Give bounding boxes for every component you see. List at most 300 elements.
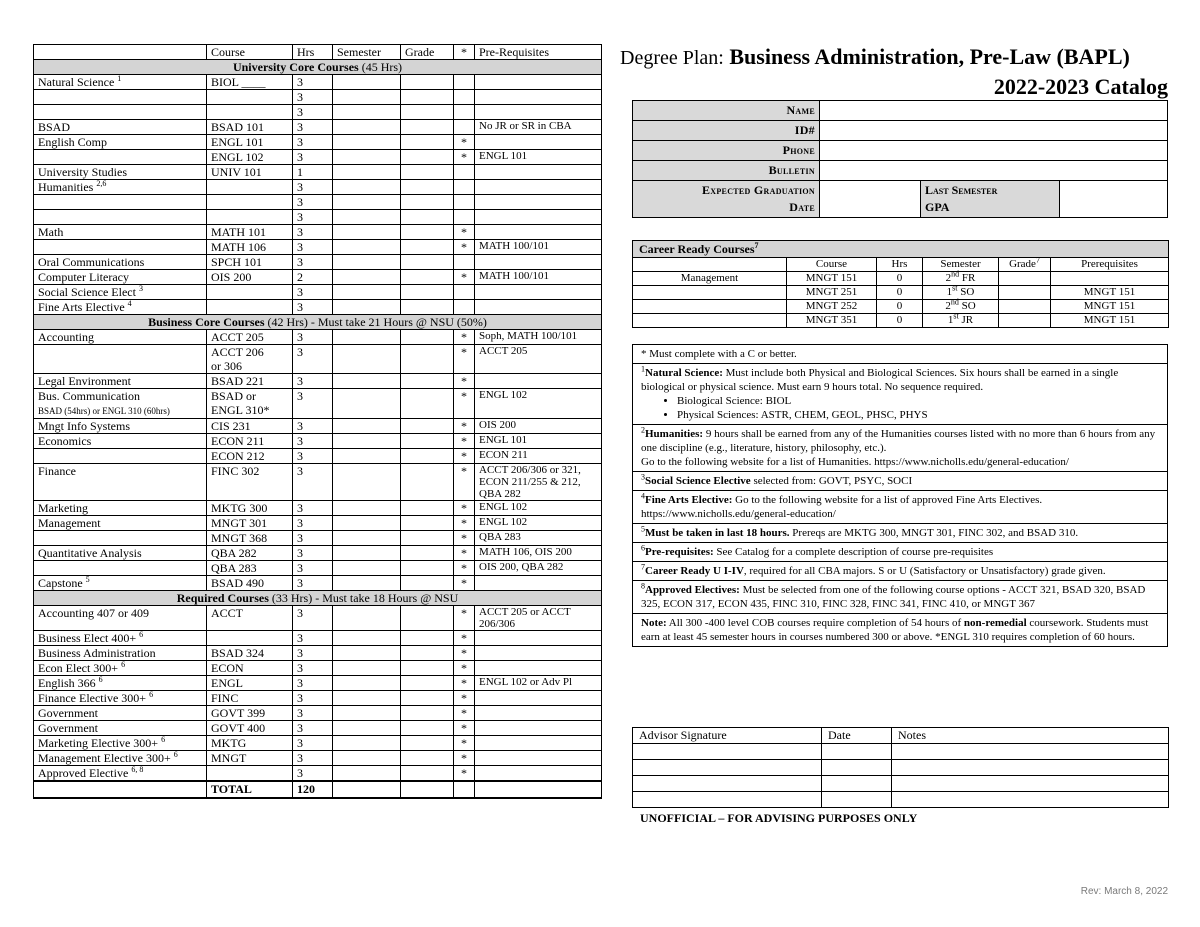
c-or-better-mark: * xyxy=(454,531,475,546)
course-hours: 3 xyxy=(293,631,333,646)
note-approved-electives: $^8$Approved Electives: Must be selected from one of the following course options - ACCT 321, BSAD 320, BSAD 325, ECON 317, ECON 435, FINC 310, FINC 328, FINC 341, FINC 410, or MNGT 367 xyxy=(633,581,1167,614)
course-row xyxy=(34,300,602,315)
semester-cell[interactable] xyxy=(333,706,401,721)
course-prereq xyxy=(475,165,602,180)
grade-cell[interactable] xyxy=(401,195,454,210)
course-hours: 3 xyxy=(293,195,333,210)
course-row xyxy=(34,531,602,546)
course-hours: 3 xyxy=(293,75,333,90)
c-or-better-mark: * xyxy=(454,546,475,561)
semester-cell[interactable] xyxy=(333,150,401,165)
course-hours: 3 xyxy=(293,531,333,546)
course-prereq xyxy=(475,210,602,225)
section-required xyxy=(34,591,602,606)
career-title-row: Career Ready Courses$^7$ xyxy=(633,241,1169,258)
last-semester-gpa-field[interactable] xyxy=(1060,181,1168,218)
career-hours: 0 xyxy=(877,300,923,314)
grade-cell[interactable] xyxy=(401,531,454,546)
c-or-better-mark: * xyxy=(454,449,475,464)
section-business xyxy=(34,315,602,330)
course-code xyxy=(207,300,293,315)
course-area: Business Administration xyxy=(34,646,207,661)
student-info-table xyxy=(632,100,1168,218)
course-area: Math xyxy=(34,225,207,240)
course-prereq: Soph, MATH 100/101 xyxy=(475,330,602,345)
course-area: BSAD xyxy=(34,120,207,135)
semester-cell[interactable] xyxy=(333,646,401,661)
career-prereq: MNGT 151 xyxy=(1051,300,1169,314)
course-row xyxy=(34,721,602,736)
section-business-title: Business Core Courses xyxy=(148,315,265,329)
course-code: QBA 282 xyxy=(207,546,293,561)
advisor-date-header: Date xyxy=(822,728,892,744)
course-code xyxy=(207,766,293,782)
grade-cell[interactable] xyxy=(401,374,454,389)
course-hours: 3 xyxy=(293,225,333,240)
course-prereq xyxy=(475,180,602,195)
advisor-notes-header: Notes xyxy=(892,728,1169,744)
course-prereq xyxy=(475,631,602,646)
semester-cell[interactable] xyxy=(333,531,401,546)
course-hours: 3 xyxy=(293,345,333,374)
course-row xyxy=(34,751,602,766)
semester-cell[interactable] xyxy=(333,374,401,389)
c-or-better-mark: * xyxy=(454,345,475,374)
course-prereq: ECON 211 xyxy=(475,449,602,464)
semester-cell[interactable] xyxy=(333,90,401,105)
grade-cell[interactable] xyxy=(401,706,454,721)
course-hours: 3 xyxy=(293,240,333,255)
course-hours: 3 xyxy=(293,135,333,150)
grade-cell[interactable] xyxy=(401,751,454,766)
grade-cell[interactable] xyxy=(401,300,454,315)
grade-cell[interactable] xyxy=(401,120,454,135)
grade-cell[interactable] xyxy=(401,240,454,255)
catalog-year: 2022-2023 Catalog xyxy=(993,74,1168,99)
advisor-notes-cell[interactable] xyxy=(892,760,1169,776)
semester-cell[interactable] xyxy=(333,434,401,449)
grade-cell[interactable] xyxy=(401,464,454,501)
section-required-title: Required Courses xyxy=(176,591,269,605)
semester-cell[interactable] xyxy=(333,606,401,631)
course-prereq: ENGL 101 xyxy=(475,150,602,165)
course-area: Mngt Info Systems xyxy=(34,419,207,434)
grade-cell[interactable] xyxy=(401,135,454,150)
course-row xyxy=(34,676,602,691)
grade-cell[interactable] xyxy=(401,646,454,661)
semester-cell[interactable] xyxy=(333,285,401,300)
grade-cell[interactable] xyxy=(401,180,454,195)
course-area: Finance xyxy=(34,464,207,501)
footnotes-box xyxy=(632,344,1168,647)
c-or-better-mark: * xyxy=(454,736,475,751)
advisor-date-cell[interactable] xyxy=(822,792,892,808)
advisor-signature-cell[interactable] xyxy=(633,744,822,760)
semester-cell[interactable] xyxy=(333,546,401,561)
section-core-title: University Core Courses xyxy=(232,60,359,74)
course-row xyxy=(34,434,602,449)
c-or-better-mark xyxy=(454,90,475,105)
phone-field[interactable] xyxy=(820,141,1168,161)
course-hours: 2 xyxy=(293,270,333,285)
course-area: Capstone $^5$ xyxy=(34,576,207,591)
semester-cell[interactable] xyxy=(333,389,401,419)
course-row xyxy=(34,374,602,389)
course-prereq: QBA 283 xyxy=(475,531,602,546)
course-code: ACCT xyxy=(207,606,293,631)
semester-cell[interactable] xyxy=(333,561,401,576)
fine-arts-link[interactable]: Go to the following website for a list of approved Fine Arts Electives. https://www.nicholls.edu/general-education/ xyxy=(641,494,1043,520)
grade-cell[interactable] xyxy=(401,576,454,591)
grade-cell[interactable] xyxy=(401,691,454,706)
advisor-date-cell[interactable] xyxy=(822,760,892,776)
advisor-signature-cell[interactable] xyxy=(633,792,822,808)
course-hours: 3 xyxy=(293,449,333,464)
course-prereq xyxy=(475,105,602,120)
semester-cell[interactable] xyxy=(333,501,401,516)
course-row xyxy=(34,691,602,706)
business-body xyxy=(34,330,602,591)
semester-cell[interactable] xyxy=(333,120,401,135)
c-or-better-mark xyxy=(454,285,475,300)
course-row xyxy=(34,661,602,676)
course-prereq: ENGL 102 xyxy=(475,501,602,516)
course-area: Business Elect 400+ $^6$ xyxy=(34,631,207,646)
course-prereq: MATH 106, OIS 200 xyxy=(475,546,602,561)
career-grade-cell[interactable] xyxy=(999,314,1051,328)
grade-cell[interactable] xyxy=(401,419,454,434)
grade-cell[interactable] xyxy=(401,721,454,736)
course-code: MNGT xyxy=(207,751,293,766)
course-area xyxy=(34,240,207,255)
course-code: BSAD 324 xyxy=(207,646,293,661)
course-area xyxy=(34,449,207,464)
semester-cell[interactable] xyxy=(333,135,401,150)
course-code: ACCT 206 or 306 xyxy=(207,345,293,374)
semester-cell[interactable] xyxy=(333,225,401,240)
header-semester: Semester xyxy=(333,45,401,60)
bulletin-field[interactable] xyxy=(820,161,1168,181)
c-or-better-mark: * xyxy=(454,646,475,661)
course-hours: 3 xyxy=(293,434,333,449)
grade-cell[interactable] xyxy=(401,75,454,90)
semester-cell[interactable] xyxy=(333,255,401,270)
grade-cell[interactable] xyxy=(401,105,454,120)
semester-cell[interactable] xyxy=(333,464,401,501)
course-prereq: OIS 200, QBA 282 xyxy=(475,561,602,576)
course-row xyxy=(34,90,602,105)
c-or-better-mark xyxy=(454,180,475,195)
grade-cell[interactable] xyxy=(401,225,454,240)
course-row xyxy=(34,255,602,270)
grade-cell[interactable] xyxy=(401,449,454,464)
course-code xyxy=(207,195,293,210)
note-bio-bullet: • Biological Science: BIOL xyxy=(677,394,1159,408)
semester-cell[interactable] xyxy=(333,240,401,255)
course-hours: 3 xyxy=(293,516,333,531)
note-last-18-hours: $^5$Must be taken in last 18 hours. Prereqs are MKTG 300, MNGT 301, FINC 302, and BSAD 310. xyxy=(633,524,1167,543)
career-area xyxy=(633,300,787,314)
course-row xyxy=(34,706,602,721)
grade-cell[interactable] xyxy=(401,661,454,676)
advisor-notes-cell[interactable] xyxy=(892,776,1169,792)
semester-cell[interactable] xyxy=(333,210,401,225)
career-semester: 1st SO xyxy=(923,286,999,300)
course-code: ECON 211 xyxy=(207,434,293,449)
course-row xyxy=(34,270,602,285)
semester-cell[interactable] xyxy=(333,270,401,285)
career-prereq: MNGT 151 xyxy=(1051,314,1169,328)
advisor-signature-cell[interactable] xyxy=(633,760,822,776)
semester-cell[interactable] xyxy=(333,449,401,464)
header-prereq: Pre-Requisites xyxy=(475,45,602,60)
semester-cell[interactable] xyxy=(333,661,401,676)
course-row xyxy=(34,766,602,782)
advisor-date-cell[interactable] xyxy=(822,744,892,760)
grade-cell[interactable] xyxy=(401,270,454,285)
course-area: Government xyxy=(34,706,207,721)
course-prereq: MATH 100/101 xyxy=(475,240,602,255)
course-code: ENGL xyxy=(207,676,293,691)
course-hours: 3 xyxy=(293,721,333,736)
c-or-better-mark xyxy=(454,165,475,180)
semester-cell[interactable] xyxy=(333,419,401,434)
course-prereq xyxy=(475,721,602,736)
semester-cell[interactable] xyxy=(333,180,401,195)
grade-cell[interactable] xyxy=(401,546,454,561)
course-code: ENGL 101 xyxy=(207,135,293,150)
semester-cell[interactable] xyxy=(333,691,401,706)
course-row xyxy=(34,736,602,751)
header-star: * xyxy=(454,45,475,60)
grade-cell[interactable] xyxy=(401,606,454,631)
course-code: BSAD 101 xyxy=(207,120,293,135)
advisor-row xyxy=(633,776,1169,792)
required-body xyxy=(34,606,602,782)
course-hours: 3 xyxy=(293,576,333,591)
career-header-row xyxy=(633,258,1169,272)
course-prereq xyxy=(475,576,602,591)
id-field[interactable] xyxy=(820,121,1168,141)
semester-cell[interactable] xyxy=(333,576,401,591)
course-code: GOVT 400 xyxy=(207,721,293,736)
semester-cell[interactable] xyxy=(333,300,401,315)
career-grade-cell[interactable] xyxy=(999,286,1051,300)
career-semester: 2nd SO xyxy=(923,300,999,314)
grade-cell[interactable] xyxy=(401,676,454,691)
course-area: Marketing xyxy=(34,501,207,516)
semester-cell[interactable] xyxy=(333,105,401,120)
course-hours: 3 xyxy=(293,646,333,661)
advisor-date-cell[interactable] xyxy=(822,776,892,792)
career-header-semester: Semester xyxy=(923,258,999,272)
semester-cell[interactable] xyxy=(333,721,401,736)
course-row xyxy=(34,389,602,419)
semester-cell[interactable] xyxy=(333,676,401,691)
course-code xyxy=(207,105,293,120)
career-title: Career Ready Courses xyxy=(639,241,755,256)
revision-date: Rev: March 8, 2022 xyxy=(1080,886,1168,897)
grade-cell[interactable] xyxy=(401,285,454,300)
c-or-better-mark: * xyxy=(454,766,475,782)
header-area xyxy=(34,45,207,60)
grade-cell[interactable] xyxy=(401,736,454,751)
course-area: Management xyxy=(34,516,207,531)
course-prereq xyxy=(475,374,602,389)
section-business-note: - Must take 21 Hours @ NSU (50%) xyxy=(310,315,487,329)
course-hours: 3 xyxy=(293,751,333,766)
grade-cell[interactable] xyxy=(401,766,454,782)
course-prereq xyxy=(475,646,602,661)
course-code: ECON xyxy=(207,661,293,676)
note-star: * Must complete with a C or better. xyxy=(633,345,1167,364)
course-prereq: ENGL 102 xyxy=(475,389,602,419)
course-area xyxy=(34,90,207,105)
semester-cell[interactable] xyxy=(333,330,401,345)
course-code xyxy=(207,180,293,195)
grade-cell[interactable] xyxy=(401,255,454,270)
grade-cell[interactable] xyxy=(401,501,454,516)
bulletin-label: Bulletin xyxy=(633,161,820,181)
course-hours: 3 xyxy=(293,766,333,782)
course-code: BIOL ____ xyxy=(207,75,293,90)
course-table-header xyxy=(34,45,602,60)
course-row xyxy=(34,501,602,516)
career-course: MNGT 251 xyxy=(787,286,877,300)
course-hours: 3 xyxy=(293,676,333,691)
phone-label: Phone xyxy=(633,141,820,161)
grade-cell[interactable] xyxy=(401,330,454,345)
semester-cell[interactable] xyxy=(333,75,401,90)
semester-cell[interactable] xyxy=(333,345,401,374)
unofficial-disclaimer: UNOFFICIAL – FOR ADVISING PURPOSES ONLY xyxy=(640,811,918,825)
course-area xyxy=(34,210,207,225)
course-prereq xyxy=(475,736,602,751)
course-prereq xyxy=(475,195,602,210)
course-hours: 3 xyxy=(293,419,333,434)
course-prereq xyxy=(475,75,602,90)
grade-cell[interactable] xyxy=(401,434,454,449)
career-header-grade: Grade$^7$ xyxy=(999,258,1051,272)
advisor-row xyxy=(633,760,1169,776)
humanities-link[interactable]: Go to the following website for a list of Humanities. https://www.nicholls.edu/general-education/ xyxy=(641,456,1069,468)
course-area: English Comp xyxy=(34,135,207,150)
course-prereq xyxy=(475,285,602,300)
c-or-better-mark: * xyxy=(454,240,475,255)
grade-cell[interactable] xyxy=(401,210,454,225)
semester-cell[interactable] xyxy=(333,631,401,646)
course-area xyxy=(34,345,207,374)
semester-cell[interactable] xyxy=(333,736,401,751)
course-hours: 3 xyxy=(293,706,333,721)
course-prereq xyxy=(475,255,602,270)
c-or-better-mark: * xyxy=(454,631,475,646)
advisor-signature-cell[interactable] xyxy=(633,776,822,792)
course-row xyxy=(34,240,602,255)
career-course: MNGT 351 xyxy=(787,314,877,328)
career-grade-cell[interactable] xyxy=(999,300,1051,314)
course-row xyxy=(34,165,602,180)
course-code: BSAD 490 xyxy=(207,576,293,591)
course-prereq xyxy=(475,90,602,105)
course-prereq: MATH 100/101 xyxy=(475,270,602,285)
course-code: MNGT 301 xyxy=(207,516,293,531)
grade-cell[interactable] xyxy=(401,561,454,576)
grade-cell[interactable] xyxy=(401,631,454,646)
career-row xyxy=(633,286,1169,300)
grade-cell[interactable] xyxy=(401,516,454,531)
total-label: TOTAL xyxy=(207,781,293,798)
career-ready-table xyxy=(632,240,1169,328)
grade-cell[interactable] xyxy=(401,90,454,105)
course-area: English 366 $^6$ xyxy=(34,676,207,691)
course-row xyxy=(34,330,602,345)
career-area xyxy=(633,286,787,300)
course-code xyxy=(207,631,293,646)
c-or-better-mark: * xyxy=(454,135,475,150)
note-prerequisites: $^6$Pre-requisites: See Catalog for a complete description of course pre-requisites xyxy=(633,543,1167,562)
course-row xyxy=(34,546,602,561)
course-hours: 3 xyxy=(293,561,333,576)
graduation-date-field[interactable] xyxy=(820,181,921,218)
career-hours: 0 xyxy=(877,314,923,328)
c-or-better-mark: * xyxy=(454,501,475,516)
course-area: Natural Science $^1$ xyxy=(34,75,207,90)
advisor-notes-cell[interactable] xyxy=(892,744,1169,760)
course-area: Fine Arts Elective $^4$ xyxy=(34,300,207,315)
career-row xyxy=(633,300,1169,314)
grade-cell[interactable] xyxy=(401,389,454,419)
course-code: GOVT 399 xyxy=(207,706,293,721)
name-field[interactable] xyxy=(820,101,1168,121)
course-code: MNGT 368 xyxy=(207,531,293,546)
course-code: MKTG xyxy=(207,736,293,751)
course-code: SPCH 101 xyxy=(207,255,293,270)
semester-cell[interactable] xyxy=(333,751,401,766)
semester-cell[interactable] xyxy=(333,516,401,531)
course-area: Social Science Elect $^3$ xyxy=(34,285,207,300)
grade-cell[interactable] xyxy=(401,345,454,374)
course-code: ACCT 205 xyxy=(207,330,293,345)
career-body xyxy=(633,269,1169,328)
semester-cell[interactable] xyxy=(333,165,401,180)
career-course: MNGT 252 xyxy=(787,300,877,314)
course-area: Legal Environment xyxy=(34,374,207,389)
course-code: BSAD or ENGL 310* xyxy=(207,389,293,419)
course-area xyxy=(34,531,207,546)
semester-cell[interactable] xyxy=(333,766,401,782)
course-prereq xyxy=(475,766,602,782)
course-row xyxy=(34,75,602,90)
course-row xyxy=(34,419,602,434)
course-row xyxy=(34,180,602,195)
course-code xyxy=(207,210,293,225)
total-row xyxy=(34,781,602,798)
advisor-notes-cell[interactable] xyxy=(892,792,1169,808)
c-or-better-mark: * xyxy=(454,270,475,285)
grade-cell[interactable] xyxy=(401,165,454,180)
career-grade-cell[interactable] xyxy=(999,272,1051,286)
semester-cell[interactable] xyxy=(333,195,401,210)
course-code: UNIV 101 xyxy=(207,165,293,180)
course-prereq: ENGL 101 xyxy=(475,434,602,449)
course-prereq: No JR or SR in CBA xyxy=(475,120,602,135)
advisor-signature-header: Advisor Signature xyxy=(633,728,822,744)
c-or-better-mark xyxy=(454,75,475,90)
grade-cell[interactable] xyxy=(401,150,454,165)
c-or-better-mark: * xyxy=(454,706,475,721)
course-hours: 3 xyxy=(293,90,333,105)
